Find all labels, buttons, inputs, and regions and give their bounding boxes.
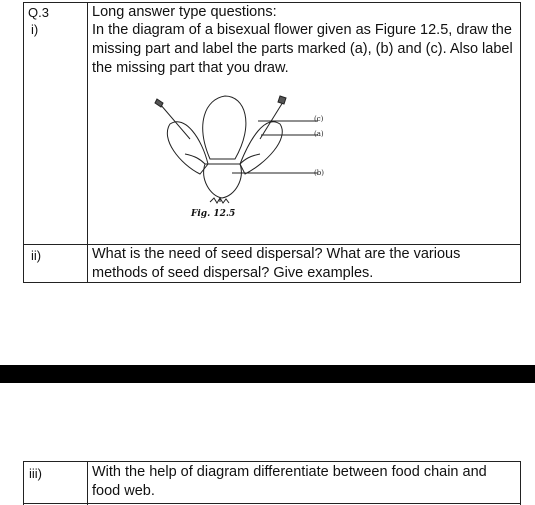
figure-caption: Fig. 12.5 bbox=[191, 209, 236, 219]
sub-question-label: ii) bbox=[31, 248, 42, 263]
question-text: What is the need of seed dispersal? What are the various methods of seed dispersal? Give examples. bbox=[92, 246, 461, 281]
table-col-divider bbox=[87, 461, 88, 505]
table-left-border bbox=[23, 461, 24, 505]
sub-question-label: i) bbox=[31, 22, 39, 37]
table-right-border bbox=[520, 2, 521, 282]
table-right-border bbox=[520, 461, 521, 505]
right-petal bbox=[240, 122, 282, 174]
page-separator-bar bbox=[0, 365, 535, 383]
question-number: Q.3 bbox=[28, 5, 49, 20]
figure-label-a: (a) bbox=[314, 130, 324, 138]
figure-label-b: (b) bbox=[314, 169, 324, 177]
figure-label-c: (c) bbox=[314, 115, 324, 123]
table-bottom-border bbox=[23, 503, 521, 504]
question-text: With the help of diagram differentiate between food chain and food web. bbox=[92, 464, 487, 499]
ovary bbox=[204, 164, 242, 198]
section-title: Long answer type questions: bbox=[92, 4, 277, 20]
table-left-border bbox=[23, 2, 24, 282]
bisexual-flower-figure bbox=[140, 84, 340, 229]
center-petal bbox=[203, 96, 246, 159]
sub-question-label: iii) bbox=[29, 466, 42, 481]
left-petal bbox=[167, 122, 208, 174]
table-top-border bbox=[23, 461, 521, 462]
table-col-divider bbox=[87, 2, 88, 282]
question-text: In the diagram of a bisexual flower given as Figure 12.5, draw the missing part and label the parts marked (a), (b) and (c). Also label the missing part that you draw. bbox=[92, 22, 513, 76]
